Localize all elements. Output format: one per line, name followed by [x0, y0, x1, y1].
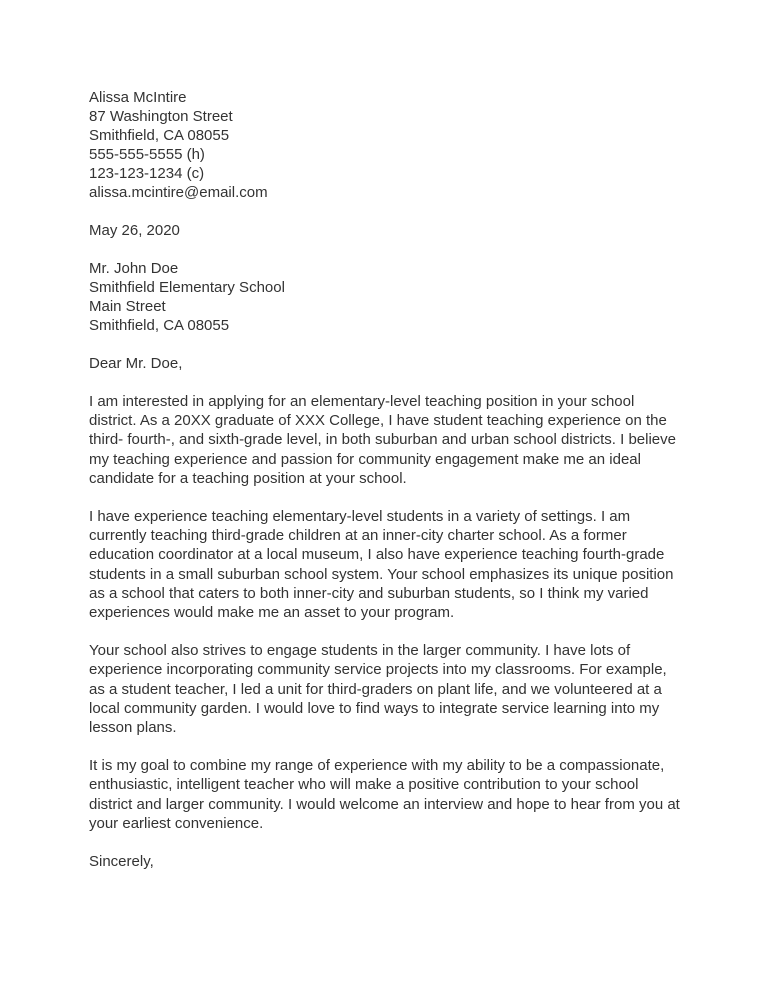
spacer [89, 833, 685, 852]
letter-date: May 26, 2020 [89, 222, 180, 239]
body-paragraph-2: I have experience teaching elementary-level students in a variety of settings. I am currently teaching third-grade children at an inner-city charter school. As a former education coordinator at a local museum, I also have experience teaching fourth-grade students in a small suburban school system. Your school emphasizes its unique position as a school that caters to both inner-city and suburban students, so I think my varied experiences would make me an asset to your program. [89, 508, 674, 622]
salutation-block [89, 354, 685, 373]
sender-city-state-zip: Smithfield, CA 08055 [89, 127, 230, 144]
letter-body [89, 88, 685, 871]
spacer [89, 335, 685, 354]
body-paragraph-3: Your school also strives to engage students in the larger community. I have lots of experience incorporating community service projects into my classrooms. For example, as a student teacher, I led a unit for third-graders on plant life, and we volunteered at a local community garden. I would love to find ways to integrate service learning into my lesson plans. [89, 642, 667, 737]
closing-block [89, 852, 685, 871]
body-paragraph-1: I am interested in applying for an elementary-level teaching position in your school district. As a 20XX graduate of XXX College, I have student teaching experience on the third- fourth-, and sixth-grade level, in both suburban and urban school districts. I believe my teaching experience and passion for community engagement make me an ideal candidate for a teaching position at your school. [89, 393, 676, 487]
recipient-street: Main Street [89, 298, 166, 315]
sender-phone-cell: 123-123-1234 (c) [89, 165, 205, 182]
body-paragraph-4: It is my goal to combine my range of experience with my ability to be a compassionate, enthusiastic, intelligent teacher who will make a positive contribution to your school district and larger community. I would welcome an interview and hope to hear from you at your earliest convenience. [89, 757, 680, 832]
letter-date-block [89, 221, 685, 240]
spacer [89, 488, 685, 507]
body-paragraph-2-block [89, 507, 685, 622]
spacer [89, 202, 685, 221]
sender-address-block [89, 88, 685, 202]
spacer [89, 622, 685, 641]
sender-street: 87 Washington Street [89, 108, 233, 125]
body-paragraph-1-block [89, 392, 685, 488]
recipient-city-state-zip: Smithfield, CA 08055 [89, 317, 230, 334]
salutation: Dear Mr. Doe, [89, 355, 183, 372]
recipient-name: Mr. John Doe [89, 260, 179, 277]
body-paragraph-3-block [89, 641, 685, 737]
sender-email: alissa.mcintire@email.com [89, 184, 268, 201]
recipient-organization: Smithfield Elementary School [89, 279, 285, 296]
body-paragraph-4-block [89, 756, 685, 833]
spacer [89, 240, 685, 259]
spacer [89, 373, 685, 392]
spacer [89, 737, 685, 756]
recipient-address-block [89, 259, 685, 335]
sender-phone-home: 555-555-5555 (h) [89, 146, 205, 163]
valediction: Sincerely, [89, 853, 154, 871]
sender-name: Alissa McIntire [89, 89, 187, 106]
